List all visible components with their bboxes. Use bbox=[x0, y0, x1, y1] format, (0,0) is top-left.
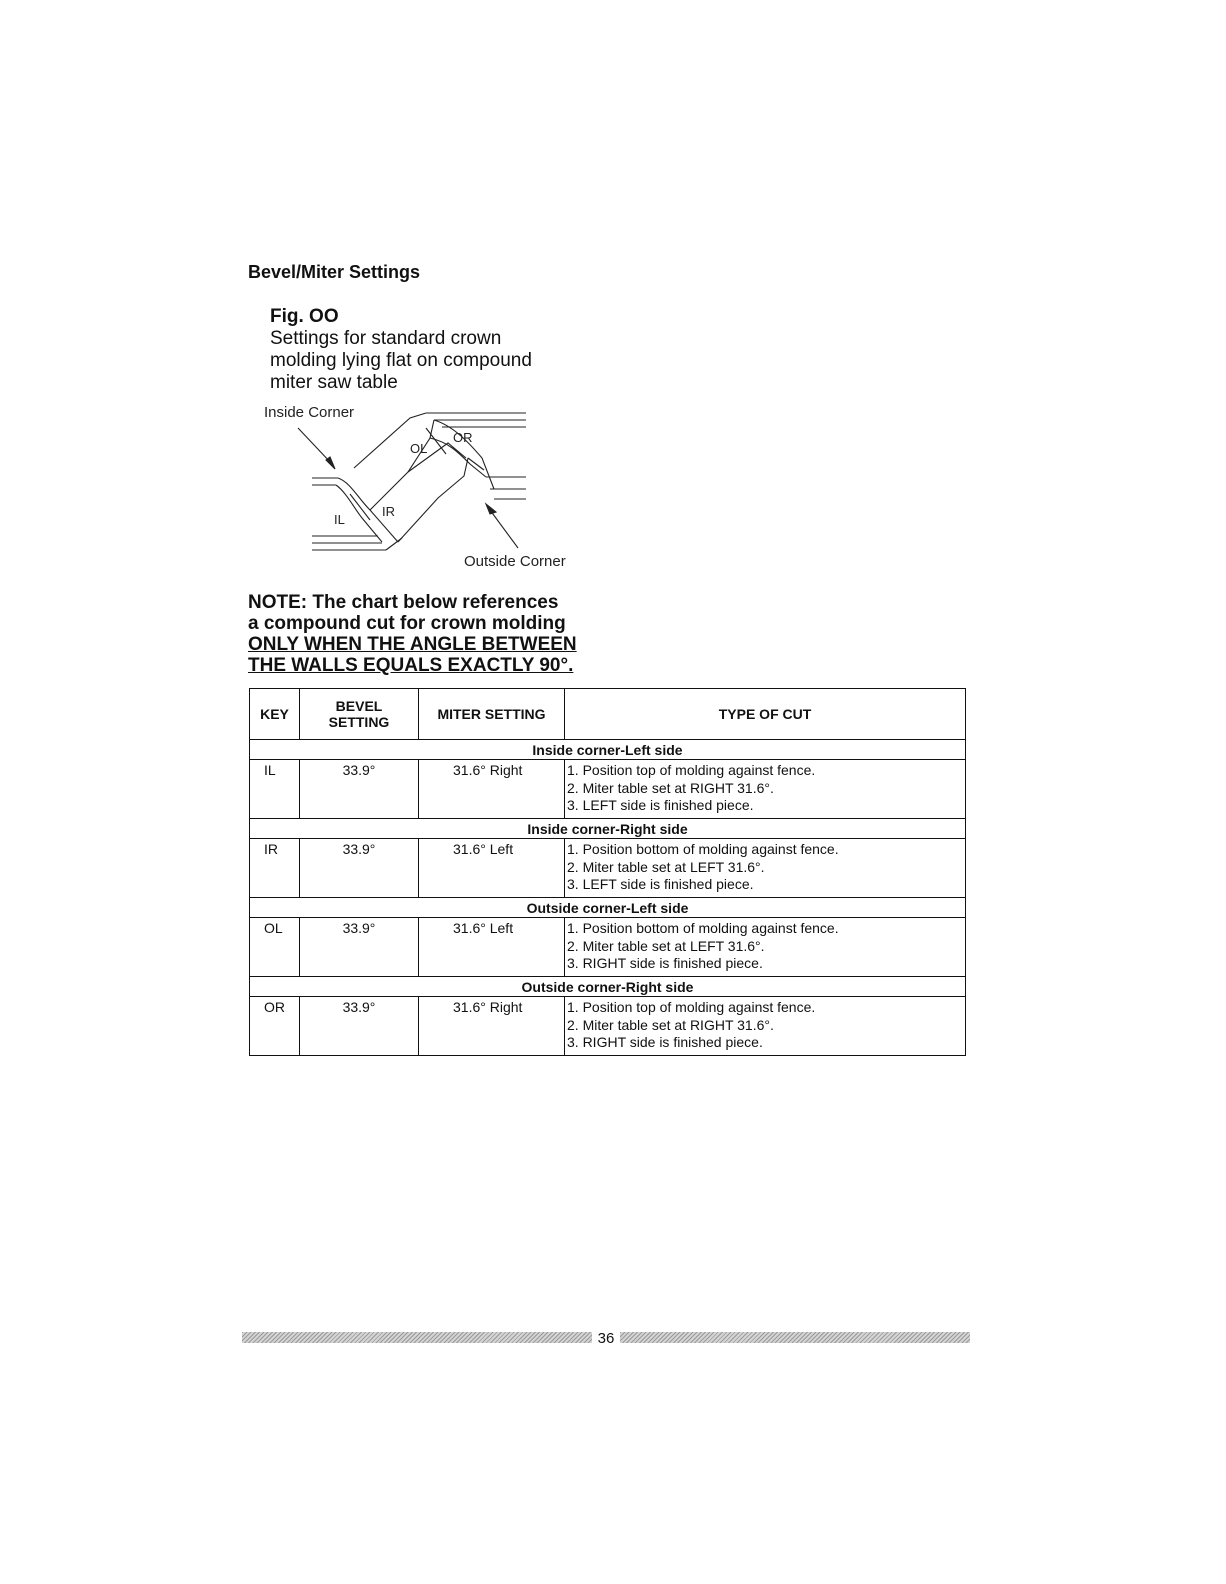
group-row-or bbox=[250, 977, 966, 997]
step-3: 3. LEFT side is finished piece. bbox=[567, 876, 754, 892]
outside-corner-pointer bbox=[490, 510, 518, 548]
ol-label: OL bbox=[410, 441, 428, 456]
cell-key: OL bbox=[250, 918, 300, 977]
note-underline-1: ONLY WHEN THE ANGLE BETWEEN bbox=[248, 634, 577, 655]
page-number: 36 bbox=[597, 1330, 615, 1347]
table-row-il bbox=[250, 760, 966, 819]
inside-corner-pointer bbox=[298, 428, 332, 464]
note-underline-2: THE WALLS EQUALS EXACTLY 90°. bbox=[248, 655, 574, 676]
cell-type-of-cut bbox=[565, 997, 966, 1056]
or-label: OR bbox=[453, 430, 473, 445]
group-title: Outside corner-Left side bbox=[250, 898, 966, 918]
note-line-1: NOTE: The chart below references bbox=[248, 592, 559, 613]
table-row-ir bbox=[250, 839, 966, 898]
note-line-2: a compound cut for crown molding bbox=[248, 613, 566, 634]
cell-key: IL bbox=[250, 760, 300, 819]
header-bevel-line-1: BEVEL bbox=[335, 698, 383, 714]
cell-miter: 31.6° Left bbox=[419, 839, 565, 898]
footer-bar-left bbox=[242, 1332, 592, 1343]
header-key: KEY bbox=[250, 689, 300, 740]
figure-label: Fig. OO bbox=[270, 306, 339, 327]
table-row-ol bbox=[250, 918, 966, 977]
step-2: 2. Miter table set at RIGHT 31.6°. bbox=[567, 779, 774, 796]
cell-bevel: 33.9° bbox=[300, 997, 419, 1056]
header-bevel bbox=[300, 689, 419, 740]
header-type-of-cut: TYPE OF CUT bbox=[565, 689, 966, 740]
ir-label: IR bbox=[382, 504, 395, 519]
footer-bar-right bbox=[620, 1332, 970, 1343]
cell-miter: 31.6° Right bbox=[419, 760, 565, 819]
cell-bevel: 33.9° bbox=[300, 918, 419, 977]
step-2: 2. Miter table set at RIGHT 31.6°. bbox=[567, 1016, 774, 1033]
step-2: 2. Miter table set at LEFT 31.6°. bbox=[567, 858, 765, 875]
step-3: 3. RIGHT side is finished piece. bbox=[567, 955, 763, 971]
note bbox=[248, 592, 628, 676]
header-bevel-line-2: SETTING bbox=[328, 714, 390, 730]
group-title: Inside corner-Left side bbox=[250, 740, 966, 760]
cell-miter: 31.6° Left bbox=[419, 918, 565, 977]
inside-corner-label: Inside Corner bbox=[264, 404, 355, 421]
step-2: 2. Miter table set at LEFT 31.6°. bbox=[567, 937, 765, 954]
step-1: 1. Position bottom of molding against fence. bbox=[567, 841, 839, 857]
il-label: IL bbox=[334, 512, 345, 527]
group-row-ir bbox=[250, 819, 966, 839]
group-title: Inside corner-Right side bbox=[250, 819, 966, 839]
bevel-miter-table bbox=[249, 688, 966, 1056]
inside-corner-arrowhead bbox=[326, 457, 335, 469]
table-row-or bbox=[250, 997, 966, 1056]
outside-corner-arrowhead bbox=[486, 504, 496, 514]
step-3: 3. RIGHT side is finished piece. bbox=[567, 1034, 763, 1050]
step-1: 1. Position top of molding against fence. bbox=[567, 999, 816, 1015]
step-1: 1. Position bottom of molding against fence. bbox=[567, 920, 839, 936]
cell-type-of-cut bbox=[565, 918, 966, 977]
figure-caption: Settings for standard crown molding lying flat on compound miter saw table bbox=[270, 328, 532, 393]
group-title: Outside corner-Right side bbox=[250, 977, 966, 997]
step-1: 1. Position top of molding against fence. bbox=[567, 762, 816, 778]
crown-molding-diagram bbox=[258, 398, 588, 576]
table-header-row bbox=[250, 689, 966, 740]
section-title: Bevel/Miter Settings bbox=[248, 262, 421, 282]
page-footer bbox=[242, 1331, 970, 1345]
cell-type-of-cut bbox=[565, 760, 966, 819]
group-row-ol bbox=[250, 898, 966, 918]
cell-key: IR bbox=[250, 839, 300, 898]
cell-miter: 31.6° Right bbox=[419, 997, 565, 1056]
header-miter: MITER SETTING bbox=[419, 689, 565, 740]
cell-key: OR bbox=[250, 997, 300, 1056]
step-3: 3. LEFT side is finished piece. bbox=[567, 797, 754, 813]
group-row-il bbox=[250, 740, 966, 760]
cell-type-of-cut bbox=[565, 839, 966, 898]
cell-bevel: 33.9° bbox=[300, 839, 419, 898]
cell-bevel: 33.9° bbox=[300, 760, 419, 819]
outside-corner-label: Outside Corner bbox=[464, 553, 566, 570]
